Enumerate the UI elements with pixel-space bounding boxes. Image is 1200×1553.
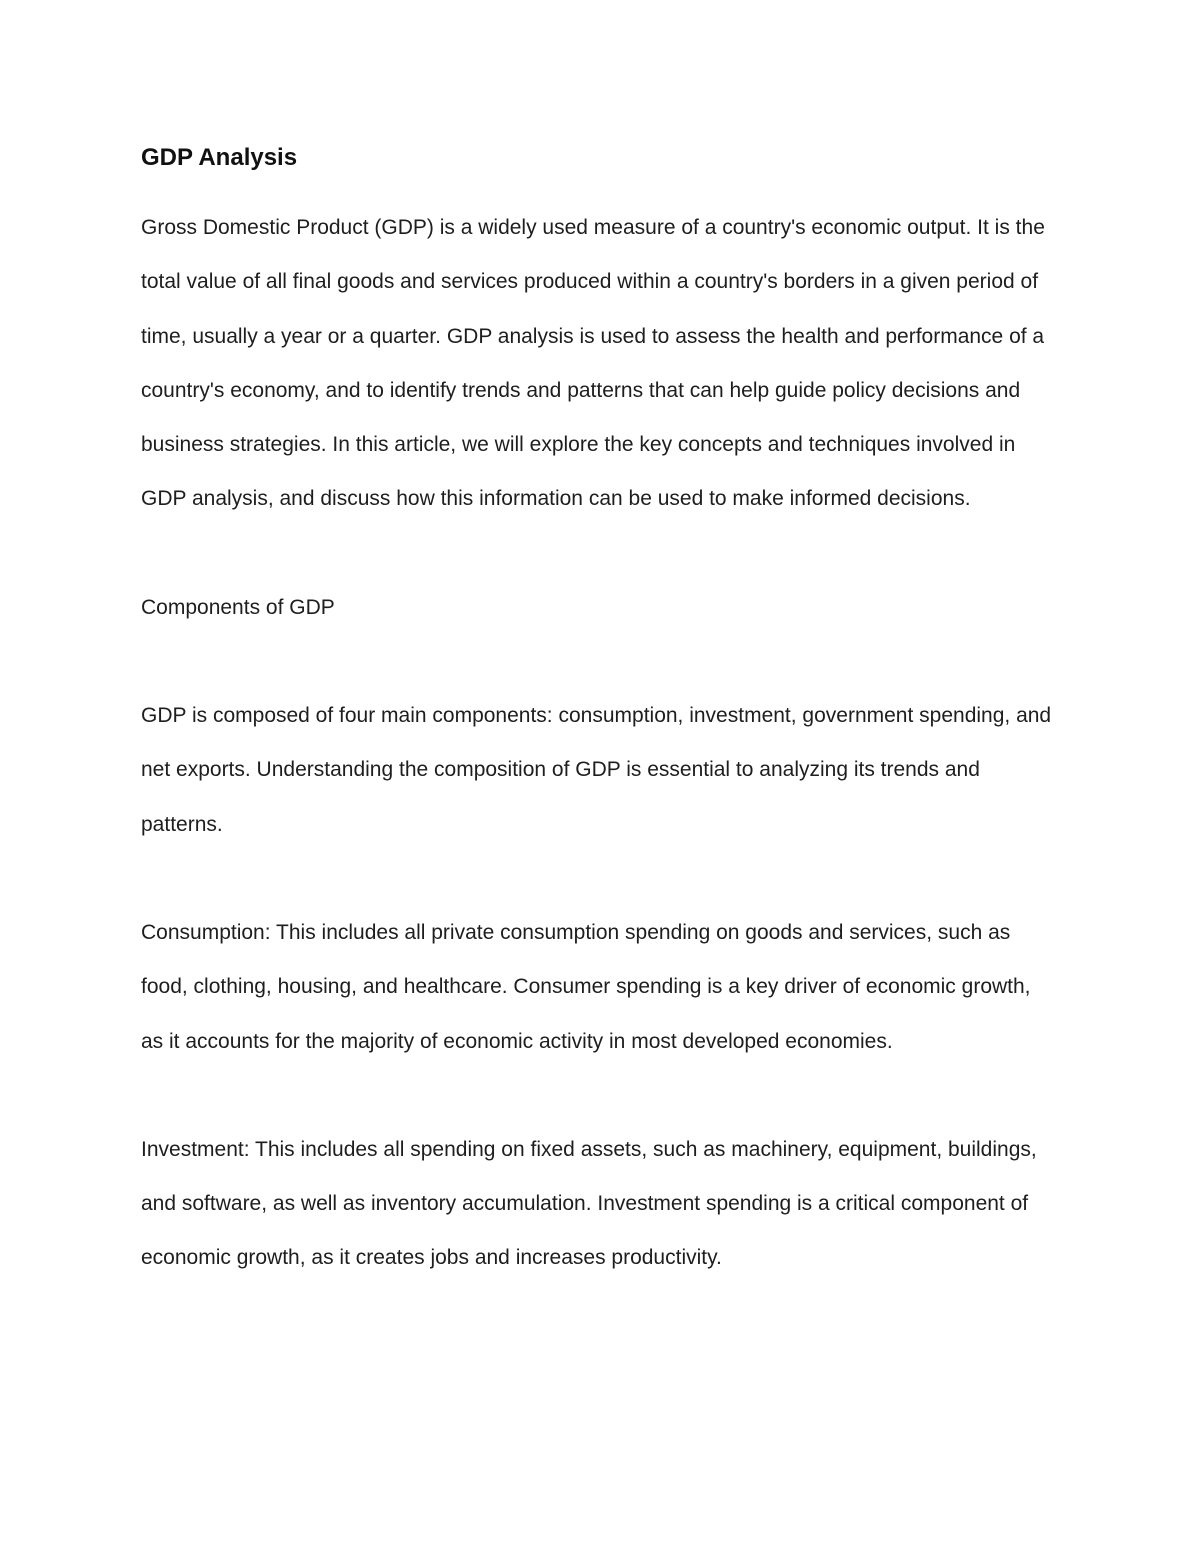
investment-paragraph: Investment: This includes all spending on fixed assets, such as machinery, equipment, buildings, and software, as well as inventory accumulation. Investment spending is a critical component of economic growth, as it creates jobs and increases productivity. <box>141 1137 1037 1270</box>
components-overview-paragraph: GDP is composed of four main components: consumption, investment, government spending, and net exports. Understanding the composition of GDP is essential to analyzing its trends and patterns. <box>141 704 1052 836</box>
components-heading: Components of GDP <box>141 595 335 619</box>
document-title: GDP Analysis <box>141 144 298 171</box>
document-page <box>141 128 1056 1286</box>
consumption-paragraph: Consumption: This includes all private consumption spending on goods and services, such as food, clothing, housing, and healthcare. Consumer spending is a key driver of economic growth, as it accounts for the majority of economic activity in most developed economies. <box>141 920 1031 1053</box>
intro-paragraph: Gross Domestic Product (GDP) is a widely used measure of a country's economic output. It is the total value of all final goods and services produced within a country's borders in a given period of time, usually a year or a quarter. GDP analysis is used to assess the health and performance of a country's economy, and to identify trends and patterns that can help guide policy decisions and business strategies. In this article, we will explore the key concepts and techniques involved in GDP analysis, and discuss how this information can be used to make informed decisions. <box>141 216 1045 511</box>
